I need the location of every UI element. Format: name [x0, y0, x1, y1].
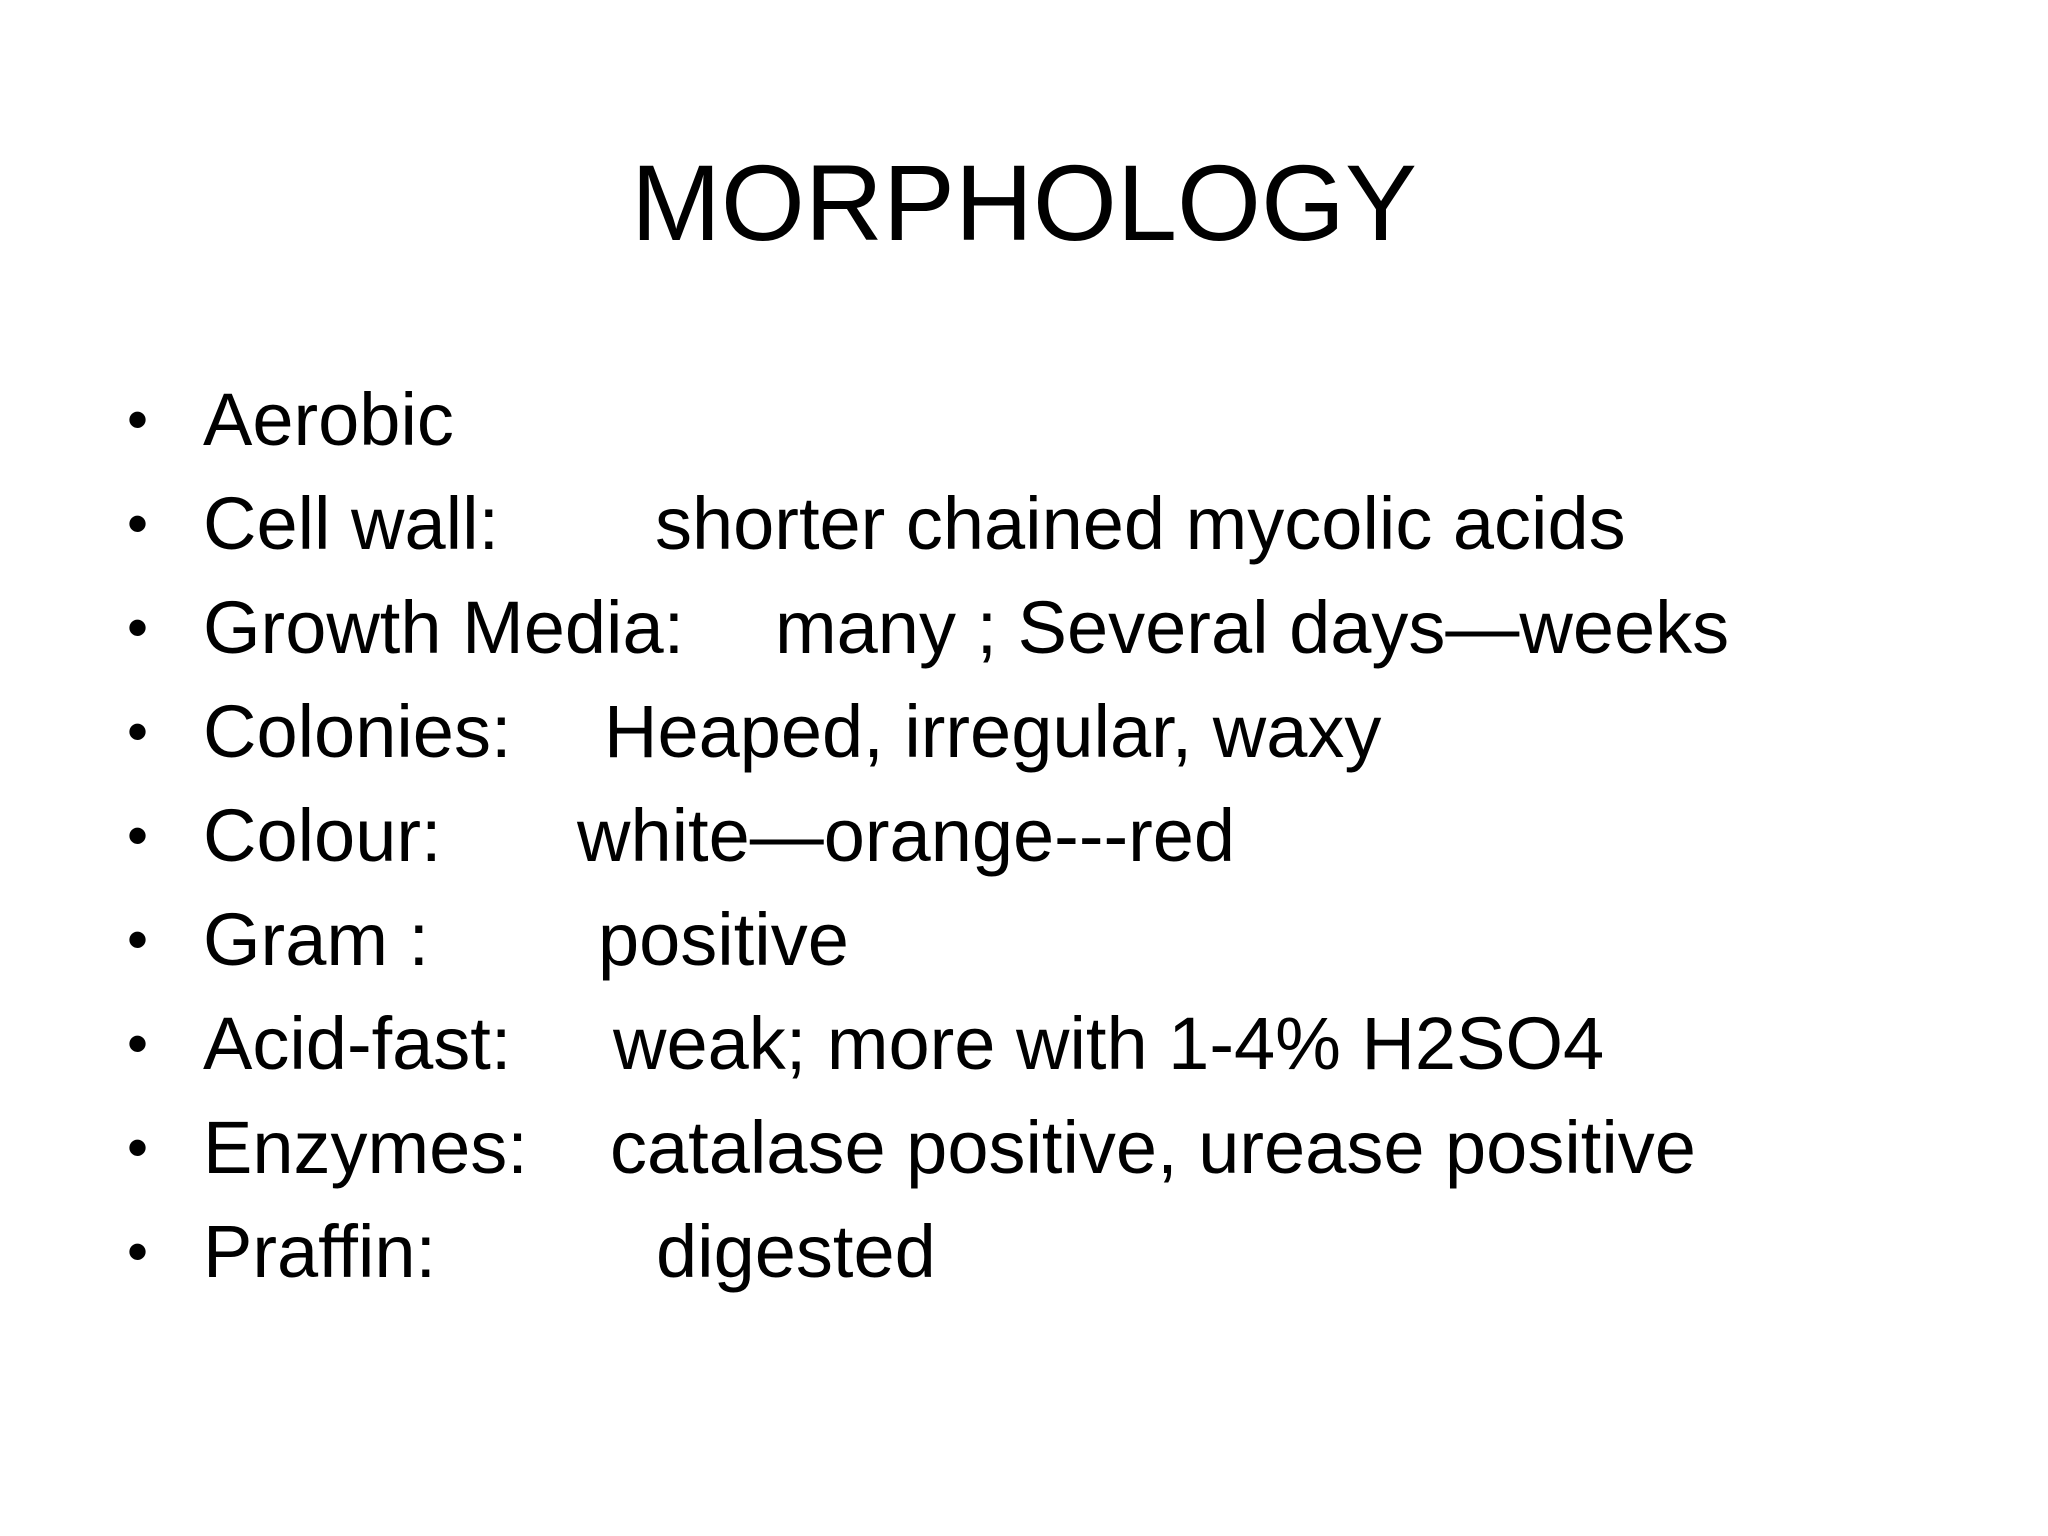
bullet-icon: • [127, 698, 149, 765]
list-item [0, 472, 2048, 576]
list-item [0, 680, 2048, 784]
item-label: Acid-fast: [203, 1002, 512, 1085]
list-item [0, 576, 2048, 680]
item-label: Praffin: [203, 1210, 437, 1293]
item-label: Colour: [203, 794, 442, 877]
item-label: Cell wall: [203, 482, 500, 565]
bullet-icon: • [127, 386, 149, 453]
bullet-icon: • [127, 906, 149, 973]
item-value: digested [656, 1210, 936, 1293]
item-label: Enzymes: [203, 1106, 528, 1189]
bullet-icon: • [127, 490, 149, 557]
bullet-icon: • [127, 594, 149, 661]
item-value: Heaped, irregular, waxy [604, 690, 1382, 773]
bullet-icon: • [127, 1114, 149, 1181]
item-value: catalase positive, urease positive [610, 1106, 1696, 1189]
item-value: white—orange---red [577, 794, 1236, 877]
item-label: Growth Media: [203, 586, 685, 669]
item-label: Aerobic [203, 378, 454, 461]
bullet-icon: • [127, 1218, 149, 1285]
item-value: many ; Several days—weeks [775, 586, 1730, 669]
list-item [0, 888, 2048, 992]
list-item [0, 784, 2048, 888]
list-item [0, 1200, 2048, 1304]
item-value: shorter chained mycolic acids [655, 482, 1626, 565]
bullet-icon: • [127, 802, 149, 869]
slide-title: MORPHOLOGY [630, 142, 1418, 263]
item-value: positive [598, 898, 849, 981]
item-label: Colonies: [203, 690, 512, 773]
list-item [0, 368, 2048, 472]
list-item [0, 1096, 2048, 1200]
list-item [0, 992, 2048, 1096]
item-label: Gram : [203, 898, 430, 981]
item-value: weak; more with 1-4% H2SO4 [613, 1002, 1605, 1085]
bullet-list [0, 368, 2048, 1304]
bullet-icon: • [127, 1010, 149, 1077]
